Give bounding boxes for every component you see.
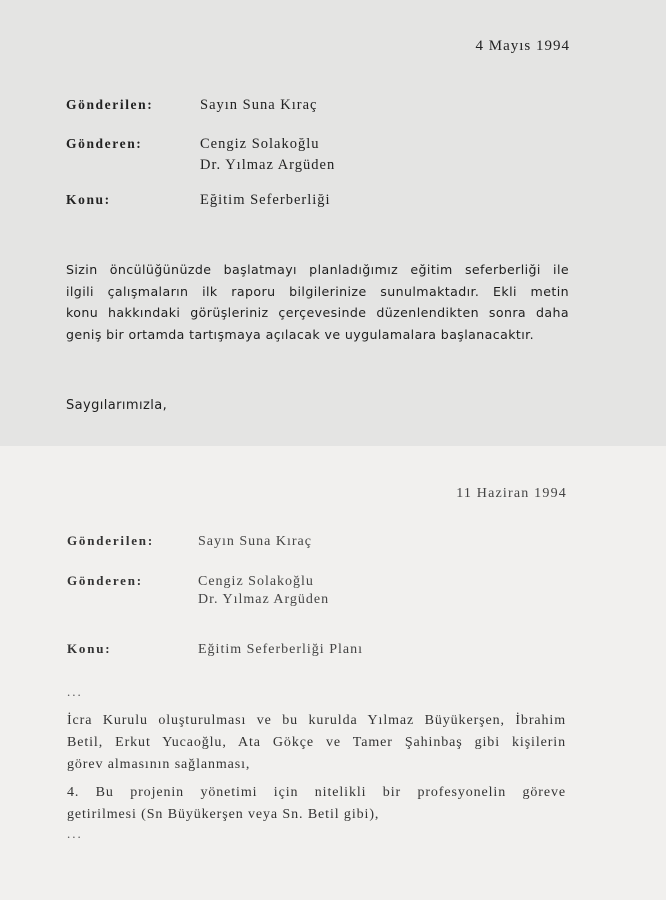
to-value: Sayın Suna Kıraç: [198, 534, 312, 549]
subject-label: Konu:: [66, 192, 111, 207]
memo-date: 11 Haziran 1994: [456, 486, 567, 501]
subject-value: Eğitim Seferberliği: [200, 192, 331, 208]
body-line: ilgili çalışmaların ilk raporu bilgilerinize sunulmaktadır. Ekli metin: [66, 283, 569, 299]
from-name-2: Dr. Yılmaz Argüden: [200, 157, 336, 173]
body-line: geniş bir ortamda tartışmaya açılacak ve uygulamalara başlanacaktır.: [66, 326, 534, 342]
to-value: Sayın Suna Kıraç: [200, 97, 318, 113]
paragraph-line: görev almasının sağlanması,: [67, 757, 251, 772]
paragraph-line: Betil, Erkut Yucaoğlu, Ata Gökçe ve Tamer Şahinbaş gibi kişilerin: [67, 735, 566, 750]
paragraph-1: [67, 710, 566, 776]
ellipsis-bottom: ...: [67, 826, 83, 841]
body-line: konu hakkındaki görüşleriniz çerçevesinde düzenlendikten sonra daha: [66, 305, 569, 320]
from-value: [198, 573, 329, 609]
body-line: Sizin öncülüğünüzde başlatmayı planladığımız eğitim seferberliği ile: [66, 262, 569, 277]
subject-label: Konu:: [67, 641, 112, 656]
paragraph-line: İcra Kurulu oluşturulması ve bu kurulda Yılmaz Büyükerşen, İbrahim: [67, 713, 566, 728]
from-name-1: Cengiz Solakoğlu: [198, 574, 314, 589]
to-label: Gönderilen:: [66, 97, 154, 112]
paragraph-line: 4. Bu projenin yönetimi için nitelikli bir profesyonelin göreve: [67, 785, 566, 800]
memo-june-1994: [0, 446, 666, 900]
memo-date: 4 Mayıs 1994: [475, 38, 570, 54]
from-value: [200, 134, 335, 176]
from-name-2: Dr. Yılmaz Argüden: [198, 592, 330, 607]
subject-value: Eğitim Seferberliği Planı: [198, 642, 363, 657]
paragraph-line: getirilmesi (Sn Büyükerşen veya Sn. Betil gibi),: [67, 807, 380, 822]
closing: Saygılarımızla,: [66, 398, 168, 413]
from-name-1: Cengiz Solakoğlu: [200, 136, 320, 152]
from-label: Gönderen:: [67, 573, 143, 588]
from-label: Gönderen:: [66, 136, 143, 151]
ellipsis-top: ...: [67, 684, 83, 699]
memo-may-1994: [0, 0, 666, 446]
paragraph-2: [67, 782, 566, 826]
to-label: Gönderilen:: [67, 533, 154, 548]
memo-body: [66, 259, 569, 345]
